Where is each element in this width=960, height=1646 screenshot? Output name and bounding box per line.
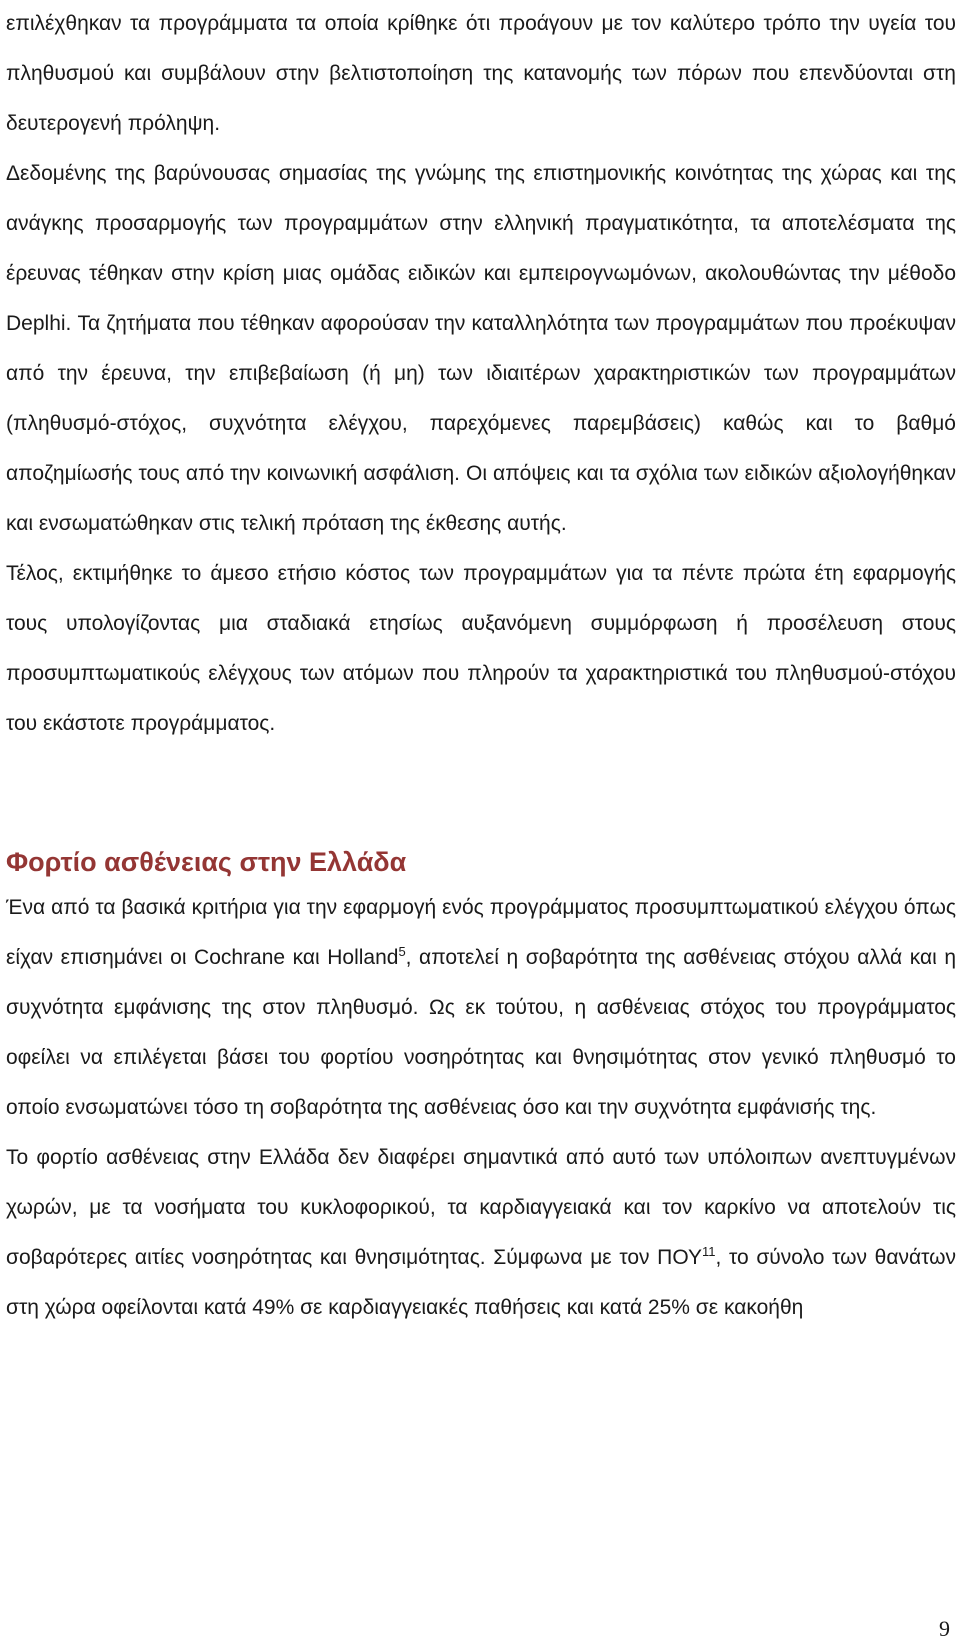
- paragraph-burden-greece: [6, 1133, 956, 1333]
- paragraph-cost-estimation: Τέλος, εκτιμήθηκε το άμεσο ετήσιο κόστος των προγραμμάτων για τα πέντε πρώτα έτη εφαρμογής τους υπολογίζοντας μια σταδιακά ετησίως αυξανόμενη συμμόρφωση ή προσέλευση στους προσυμπτωματικούς ελέγχους των ατόμων που πληρούν τα χαρακτηριστικά του πληθυσμού-στόχου του εκάστοτε προγράμματος.: [6, 562, 956, 735]
- paragraph-burden-criteria: [6, 883, 956, 1133]
- paragraph-text: Το φορτίο ασθένειας στην Ελλάδα δεν διαφέρει σημαντικά από αυτό των υπόλοιπων ανεπτυγμένων χωρών, με τα νοσήματα του κυκλοφορικού, τα καρδιαγγειακά και τον καρκίνο να αποτελούν τις σοβαρότερες αιτίες νοσηρότητας και θνησιμότητας. Σύμφωνα με τον ΠΟΥ: [6, 1146, 956, 1269]
- page-number: 9: [939, 1616, 950, 1641]
- paragraph-text: , το σύνολο των θανάτων στη χώρα οφείλονται κατά 49% σε καρδιαγγειακές παθήσεις και κατά 25% σε κακοήθη: [6, 1246, 957, 1319]
- footnote-reference: 5: [398, 944, 406, 959]
- document-page: [6, 0, 956, 1333]
- paragraph-methodology: επιλέχθηκαν τα προγράμματα τα οποία κρίθηκε ότι προάγουν με τον καλύτερο τρόπο την υγεία του πληθυσμού και συμβάλουν στην βελτιστοποίηση της κατανομής των πόρων που επενδύονται στη δευτερογενή πρόληψη.: [6, 12, 956, 135]
- footnote-reference: 11: [702, 1244, 716, 1259]
- paragraph-delphi-method: Δεδομένης της βαρύνουσας σημασίας της γνώμης της επιστημονικής κοινότητας της χώρας και της ανάγκης προσαρμογής των προγραμμάτων στην ελληνική πραγματικότητα, τα αποτελέσματα της έρευνας τέθηκαν στην κρίση μιας ομάδας ειδικών και εμπειρογνωμόνων, ακολουθώντας την μέθοδο Deplhi. Τα ζητήματα που τέθηκαν αφορούσαν την καταλληλότητα των προγραμμάτων που προέκυψαν από την έρευνα, την επιβεβαίωση (ή μη) των ιδιαιτέρων χαρακτηριστικών των προγραμμάτων (πληθυσμό-στόχος, συχνότητα ελέγχου, παρεχόμενες παρεμβάσεις) καθώς και το βαθμό αποζημίωσής τους από την κοινωνική ασφάλιση. Οι απόψεις και τα σχόλια των ειδικών αξιολογήθηκαν και ενσωματώθηκαν στις τελική πρόταση της έκθεσης αυτής.: [6, 162, 956, 535]
- section-heading: Φορτίο ασθένειας στην Ελλάδα: [6, 847, 407, 877]
- paragraph-text: Ένα από τα βασικά κριτήρια για την εφαρμογή ενός προγράμματος προσυμπτωματικού ελέγχου όπως είχαν επισημάνει οι Cochrane και Holland: [6, 896, 956, 969]
- paragraph-text: , αποτελεί η σοβαρότητα της ασθένειας στόχου αλλά και η συχνότητα εμφάνισης της στον πληθυσμό. Ως εκ τούτου, η ασθένειας στόχος του προγράμματος οφείλει να επιλέγεται βάσει του φορτίου νοσηρότητας και θνησιμότητας στον γενικό πληθυσμό το οποίο ενσωματώνει τόσο τη σοβαρότητα της ασθένειας όσο και την συχνότητα εμφάνισής της.: [6, 946, 956, 1119]
